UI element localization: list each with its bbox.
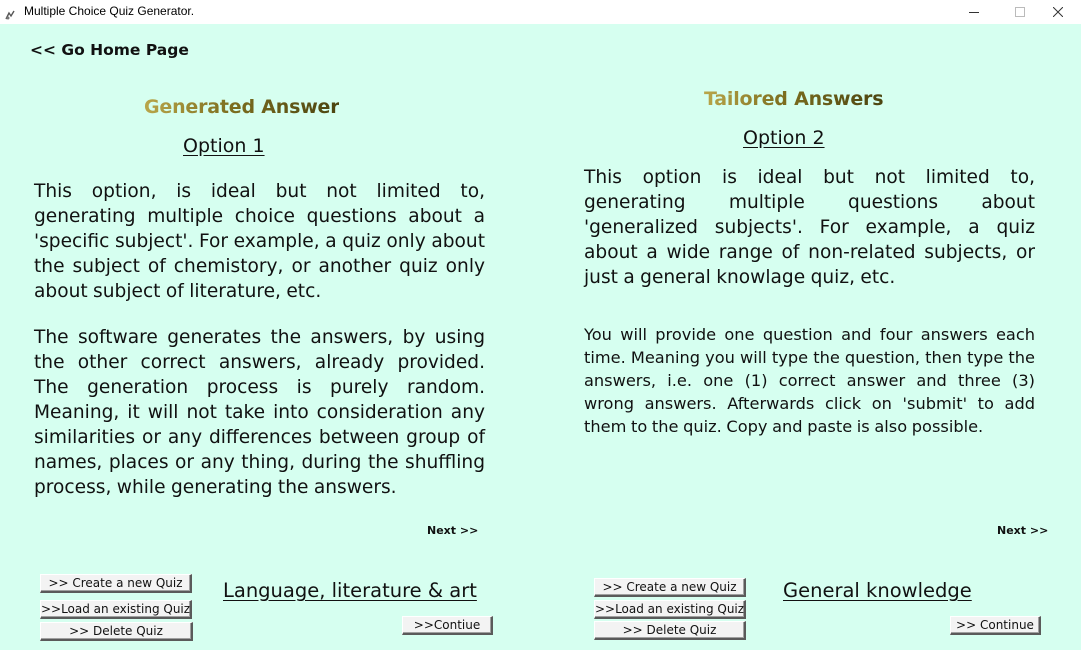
close-button[interactable] bbox=[1035, 0, 1081, 24]
go-home-link[interactable]: << Go Home Page bbox=[30, 41, 189, 59]
right-paragraph-2: You will provide one question and four answers each time. Meaning you will type the question, then type the answers, i.e. one (1) correct answer and three (3) wrong answers. Afterwards click on 'submit' to add them to the quiz. Copy and paste is also possible. bbox=[584, 325, 1035, 436]
left-option-title: Option 1 bbox=[183, 135, 265, 157]
right-next-link[interactable]: Next >> bbox=[997, 524, 1049, 537]
right-heading: Tailored Answers bbox=[704, 88, 884, 110]
left-next-link[interactable]: Next >> bbox=[427, 524, 479, 537]
right-category-label: General knowledge bbox=[783, 579, 972, 602]
minimize-icon bbox=[969, 7, 979, 17]
left-delete-quiz-button[interactable]: >> Delete Quiz bbox=[40, 622, 193, 641]
app-icon bbox=[4, 6, 16, 18]
right-continue-button[interactable]: >> Continue bbox=[950, 616, 1041, 635]
maximize-icon bbox=[1015, 7, 1025, 17]
right-paragraph-1: This option is ideal but not limited to, generating multiple questions about 'generalized subjects'. For example, a quiz about a wide range of non-related subjects, or just a general knowlage quiz, etc. bbox=[584, 167, 1035, 288]
right-delete-quiz-button[interactable]: >> Delete Quiz bbox=[594, 621, 746, 640]
right-option-title: Option 2 bbox=[743, 127, 825, 149]
left-paragraph-2: The software generates the answers, by using the other correct answers, already provided. The generation process is purely random. Meaning, it will not take into consideration any similarities or any differences between group of names, places or any thing, during the shuffling process, while generating the answers. bbox=[34, 327, 485, 498]
left-continue-button[interactable]: >>Contiue bbox=[402, 616, 493, 635]
close-icon bbox=[1053, 7, 1063, 17]
window-title: Multiple Choice Quiz Generator. bbox=[24, 4, 195, 18]
left-load-quiz-button[interactable]: >>Load an existing Quiz bbox=[40, 600, 192, 619]
left-category-label: Language, literature & art bbox=[223, 579, 477, 602]
left-create-quiz-button[interactable]: >> Create a new Quiz bbox=[40, 574, 192, 593]
right-create-quiz-button[interactable]: >> Create a new Quiz bbox=[594, 578, 746, 597]
left-paragraph-1: This option, is ideal but not limited to, generating multiple choice questions about a 'specific subject'. For example, a quiz only about the subject of chemistory, or another quiz only about subject of literature, etc. bbox=[34, 181, 485, 302]
minimize-button[interactable] bbox=[951, 0, 997, 24]
right-load-quiz-button[interactable]: >>Load an existing Quiz bbox=[594, 600, 746, 619]
title-bar bbox=[0, 0, 1081, 24]
left-heading: Generated Answer bbox=[144, 96, 340, 118]
